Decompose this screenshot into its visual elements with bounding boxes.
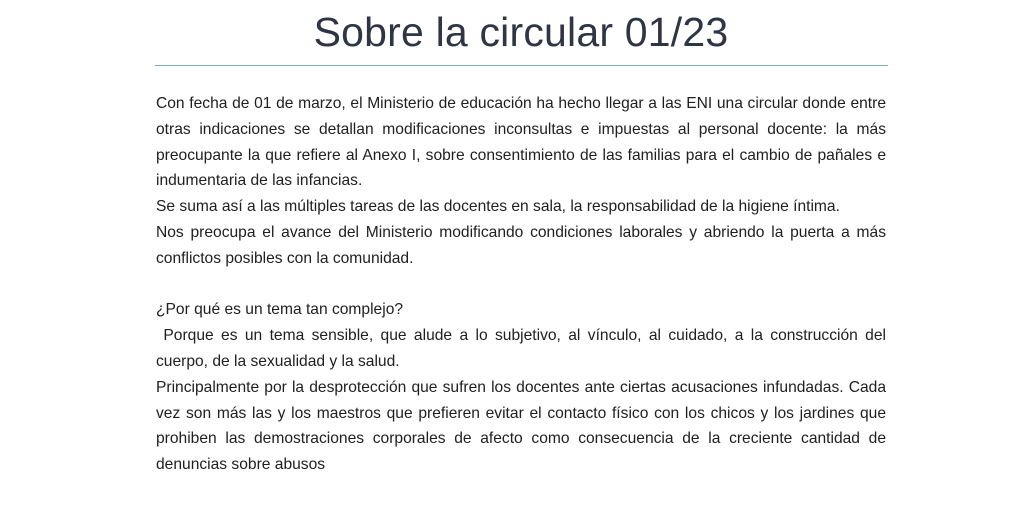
paragraph-question: ¿Por qué es un tema tan complejo? xyxy=(156,301,404,319)
paragraph-ministry-concern: Nos preocupa el avance del Ministerio modificando condiciones laborales y abriendo la puerta a más conflictos posibles con la comunidad. xyxy=(156,223,886,267)
paragraph-spacer xyxy=(156,272,886,298)
paragraph-hygiene-responsibility: Se suma así a las múltiples tareas de las docentes en sala, la responsabilidad de la higiene íntima. xyxy=(156,198,840,216)
paragraph-teacher-unprotection: Principalmente por la desprotección que sufren los docentes ante ciertas acusaciones infundadas. Cada vez son más las y los maestros que prefieren evitar el contacto físico con los chicos y los jardines que prohiben las demostraciones corporales de afecto como consecuencia de la creciente cantidad de denuncias sobre abusos xyxy=(156,378,886,474)
title-divider xyxy=(155,65,888,66)
paragraph-circular-intro: Con fecha de 01 de marzo, el Ministerio de educación ha hecho llegar a las ENI una circular donde entre otras indicaciones se detallan modificaciones inconsultas e impuestas al personal docente: la más preocupante la que refiere al Anexo I, sobre consentimiento de las familias para el cambio de pañales e indumentaria de las infancias. xyxy=(156,95,886,190)
document-body xyxy=(156,91,891,478)
paragraph-sensitive-topic: Porque es un tema sensible, que alude a lo subjetivo, al vínculo, al cuidado, a la construcción del cuerpo, de la sexualidad y la salud. xyxy=(156,327,891,370)
page-title: Sobre la circular 01/23 xyxy=(313,9,729,55)
